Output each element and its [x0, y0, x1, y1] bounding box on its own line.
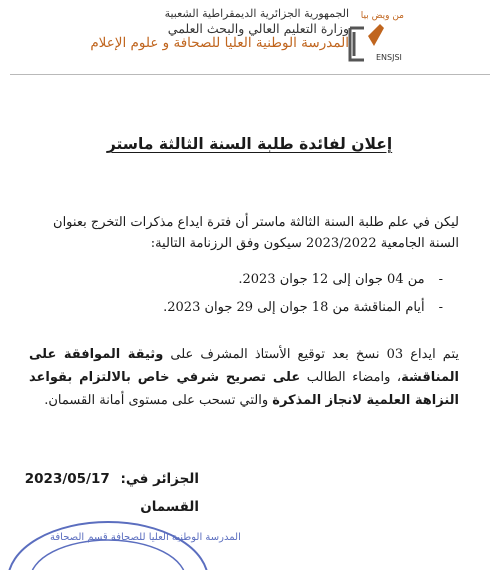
schedule-list: [43, 266, 443, 322]
logo-tagline: من ويض بيا: [360, 11, 404, 21]
signature: القسمان: [140, 499, 199, 515]
header-divider: [10, 74, 490, 75]
deposit-paragraph: يتم ايداع 03 نسخ بعد توقيع الأستاذ المشرف على وثيقة الموافقة على المناقشة، وامضاء الطالب على تصريح شرفي خاص بالالتزام بقواعد النزاهة العلمية لانجاز المذكرة والتي تسحب على مستوى أمانة القسمان.: [29, 347, 459, 408]
logo-wordmark: ENSJSI: [376, 53, 402, 62]
date-label: الجزائر في:: [120, 471, 199, 487]
ministry-name: وزارة التعليم العالي والبحث العلمي: [167, 21, 349, 36]
announcement-title: إعلان لفائدة طلبة السنة الثالثة ماستر: [106, 135, 393, 153]
republic-name: الجمهورية الجزائرية الديمقراطية الشعبية: [164, 7, 349, 20]
stamp-text: المدرسة الوطنية العليا للصحافة قسم الصحافة: [50, 532, 241, 543]
school-name: المدرسة الوطنية العليا للصحافة و علوم الإعلام: [90, 35, 349, 51]
date-value: 2023/05/17: [24, 471, 110, 487]
official-stamp: [0, 510, 241, 570]
letterhead-text: [49, 6, 349, 51]
date-line: [25, 471, 199, 487]
approval-document: وثيقة الموافقة على المناقشة: [29, 347, 459, 385]
intro-paragraph: ليكن في علم طلبة السنة الثالثة ماستر أن فترة ايداع مذكرات التخرج بعنوان السنة الجامعية 2023/2022 سيكون وفق الرزنامة التالية:: [53, 215, 459, 251]
schedule-item: -أيام المناقشة من 18 جوان إلى 29 جوان 2023.: [163, 300, 443, 315]
schedule-item: -من 04 جوان إلى 12 جوان 2023.: [238, 272, 443, 287]
school-logo: [344, 6, 498, 74]
letterhead: [0, 2, 499, 76]
honor-statement: على تصريح شرفي خاص بالالتزام بقواعد النزاهة العلمية لانجاز المذكرة: [29, 370, 459, 408]
